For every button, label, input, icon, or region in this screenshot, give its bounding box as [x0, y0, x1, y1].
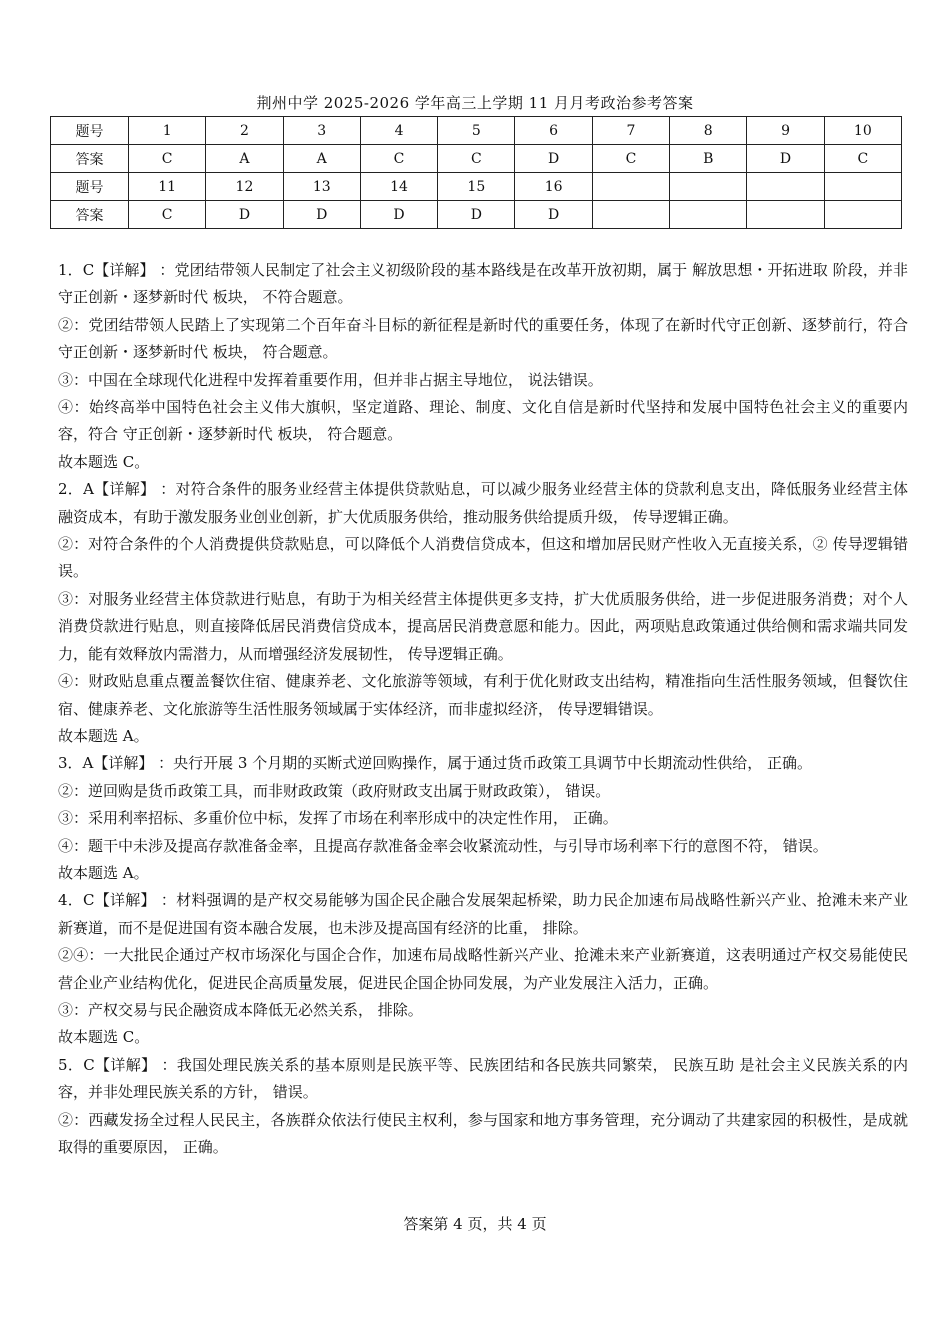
- answer-cell: D: [515, 145, 592, 173]
- answer-cell: 2: [206, 117, 283, 145]
- answer-cell: D: [515, 201, 592, 229]
- answer-cell: D: [360, 201, 437, 229]
- explanation-paragraph: ④：始终高举中国特色社会主义伟大旗帜，坚定道路、理论、制度、文化自信是新时代坚持和发展中国特色社会主义的重要内容，符合 守正创新・逐梦新时代 板块， 符合题意。: [58, 398, 908, 444]
- answer-cell: 15: [438, 173, 515, 201]
- explanation-paragraph: 故本题选 A。: [58, 726, 149, 745]
- answer-cell: D: [206, 201, 283, 229]
- answer-cell: 8: [670, 117, 747, 145]
- explanation-paragraph: ④：题干中未涉及提高存款准备金率，且提高存款准备金率会收紧流动性，与引导市场利率下行的意图不符， 错误。: [58, 836, 828, 855]
- answer-cell: 14: [360, 173, 437, 201]
- explanation-paragraph: 3．A【详解】 ：央行开展 3 个月期的买断式逆回购操作，属于通过货币政策工具调节中长期流动性供给， 正确。: [58, 754, 812, 773]
- explanation-paragraph: 1．C【详解】 ：党团结带领人民制定了社会主义初级阶段的基本路线是在改革开放初期，属于 解放思想・开拓进取 阶段，并非 守正创新・逐梦新时代 板块， 不符合题意。: [58, 261, 908, 307]
- explanation-paragraph: ②：党团结带领人民踏上了实现第二个百年奋斗目标的新征程是新时代的重要任务，体现了在新时代守正创新、逐梦前行，符合 守正创新・逐梦新时代 板块， 符合题意。: [58, 315, 908, 362]
- answer-cell: 1: [129, 117, 206, 145]
- answer-cell: 12: [206, 173, 283, 201]
- explanation-paragraph: 故本题选 C。: [58, 452, 150, 471]
- answer-cell: [747, 173, 824, 201]
- answer-cell: [670, 201, 747, 229]
- answer-table-row: [51, 117, 902, 145]
- answer-cell: C: [360, 145, 437, 173]
- answer-cell: 16: [515, 173, 592, 201]
- answer-cell: [824, 201, 901, 229]
- explanation-paragraph: ②：西藏发扬全过程人民民主，各族群众依法行使民主权利，参与国家和地方事务管理，充分调动了共建家园的积极性，是成就取得的重要原因， 正确。: [58, 1110, 908, 1156]
- answer-cell: 13: [283, 173, 360, 201]
- answer-cell: [670, 173, 747, 201]
- page-footer: 答案第 4 页，共 4 页: [403, 1215, 547, 1233]
- answer-cell: 10: [824, 117, 901, 145]
- answer-cell: 7: [592, 117, 669, 145]
- answer-cell: 9: [747, 117, 824, 145]
- answer-cell: C: [824, 145, 901, 173]
- answer-cell: [592, 173, 669, 201]
- answer-cell: 3: [283, 117, 360, 145]
- answer-cell: D: [283, 201, 360, 229]
- explanation-paragraph: ②：逆回购是货币政策工具，而非财政政策（政府财政支出属于财政政策）， 错误。: [58, 781, 611, 800]
- answer-cell: A: [206, 145, 283, 173]
- answer-cell: [824, 173, 901, 201]
- answer-cell: C: [129, 145, 206, 173]
- answer-cell: [592, 201, 669, 229]
- explanation-paragraph: ③：产权交易与民企融资成本降低无必然关系， 排除。: [58, 1000, 423, 1019]
- row-header-cell: 题号: [51, 173, 129, 201]
- explanation-paragraph: 4．C【详解】 ：材料强调的是产权交易能够为国企民企融合发展架起桥梁，助力民企加速布局战略性新兴产业、抢滩未来产业新赛道，而不是促进国有资本融合发展，也未涉及提高国有经济的比重， 排除。: [58, 891, 908, 937]
- row-header-cell: 答案: [51, 201, 129, 229]
- explanation-paragraph: 故本题选 C。: [58, 1028, 150, 1047]
- explanation-section: [58, 257, 908, 1161]
- answer-cell: D: [747, 145, 824, 173]
- row-header-cell: 答案: [51, 145, 129, 173]
- explanation-paragraph: ④：财政贴息重点覆盖餐饮住宿、健康养老、文化旅游等领域，有利于优化财政支出结构，精准指向生活性服务领域，但餐饮住宿、健康养老、文化旅游等生活性服务领域属于实体经济，而非虚拟经济， 传导逻辑错误。: [58, 672, 908, 718]
- explanation-paragraph: 5．C【详解】 ：我国处理民族关系的基本原则是民族平等、民族团结和各民族共同繁荣， 民族互助 是社会主义民族关系的内容，并非处理民族关系的方针， 错误。: [58, 1055, 908, 1102]
- answer-cell: C: [438, 145, 515, 173]
- answer-table-row: [51, 145, 902, 173]
- answer-table: [50, 116, 902, 229]
- explanation-paragraph: ③：对服务业经营主体贷款进行贴息，有助于为相关经营主体提供更多支持，扩大优质服务供给，进一步促进服务消费；对个人消费贷款进行贴息，则直接降低居民消费信贷成本，提高居民消费意愿和能力。因此，两项贴息政策通过供给侧和需求端共同发力，能有效释放内需潜力，从而增强经济发展韧性， 传导逻辑正确。: [58, 589, 908, 663]
- answer-table-row: [51, 201, 902, 229]
- answer-cell: 4: [360, 117, 437, 145]
- answer-cell: C: [592, 145, 669, 173]
- explanation-paragraph: ③：采用利率招标、多重价位中标，发挥了市场在利率形成中的决定性作用， 正确。: [58, 809, 618, 828]
- explanation-paragraph: ③：中国在全球现代化进程中发挥着重要作用，但并非占据主导地位， 说法错误。: [58, 370, 603, 389]
- answer-cell: [747, 201, 824, 229]
- explanation-paragraph: ②④：一大批民企通过产权市场深化与国企合作，加速布局战略性新兴产业、抢滩未来产业新赛道，这表明通过产权交易能使民营企业产业结构优化，促进民企高质量发展，促进民企国企协同发展，为产业发展注入活力，正确。: [58, 946, 908, 992]
- answer-cell: D: [438, 201, 515, 229]
- explanation-paragraph: 2．A【详解】 ：对符合条件的服务业经营主体提供贷款贴息，可以减少服务业经营主体的贷款利息支出，降低服务业经营主体融资成本，有助于激发服务业创业创新，扩大优质服务供给，推动服务供给提质升级， 传导逻辑正确。: [58, 480, 908, 526]
- answer-cell: 5: [438, 117, 515, 145]
- document-title: 荆州中学 2025-2026 学年高三上学期 11 月月考政治参考答案: [256, 94, 694, 112]
- answer-cell: C: [129, 201, 206, 229]
- answer-cell: 11: [129, 173, 206, 201]
- row-header-cell: 题号: [51, 117, 129, 145]
- explanation-paragraph: 故本题选 A。: [58, 863, 149, 882]
- answer-table-row: [51, 173, 902, 201]
- answer-cell: 6: [515, 117, 592, 145]
- answer-cell: A: [283, 145, 360, 173]
- explanation-paragraph: ②：对符合条件的个人消费提供贷款贴息，可以降低个人消费信贷成本，但这和增加居民财产性收入无直接关系，② 传导逻辑错误。: [58, 535, 908, 581]
- answer-cell: B: [670, 145, 747, 173]
